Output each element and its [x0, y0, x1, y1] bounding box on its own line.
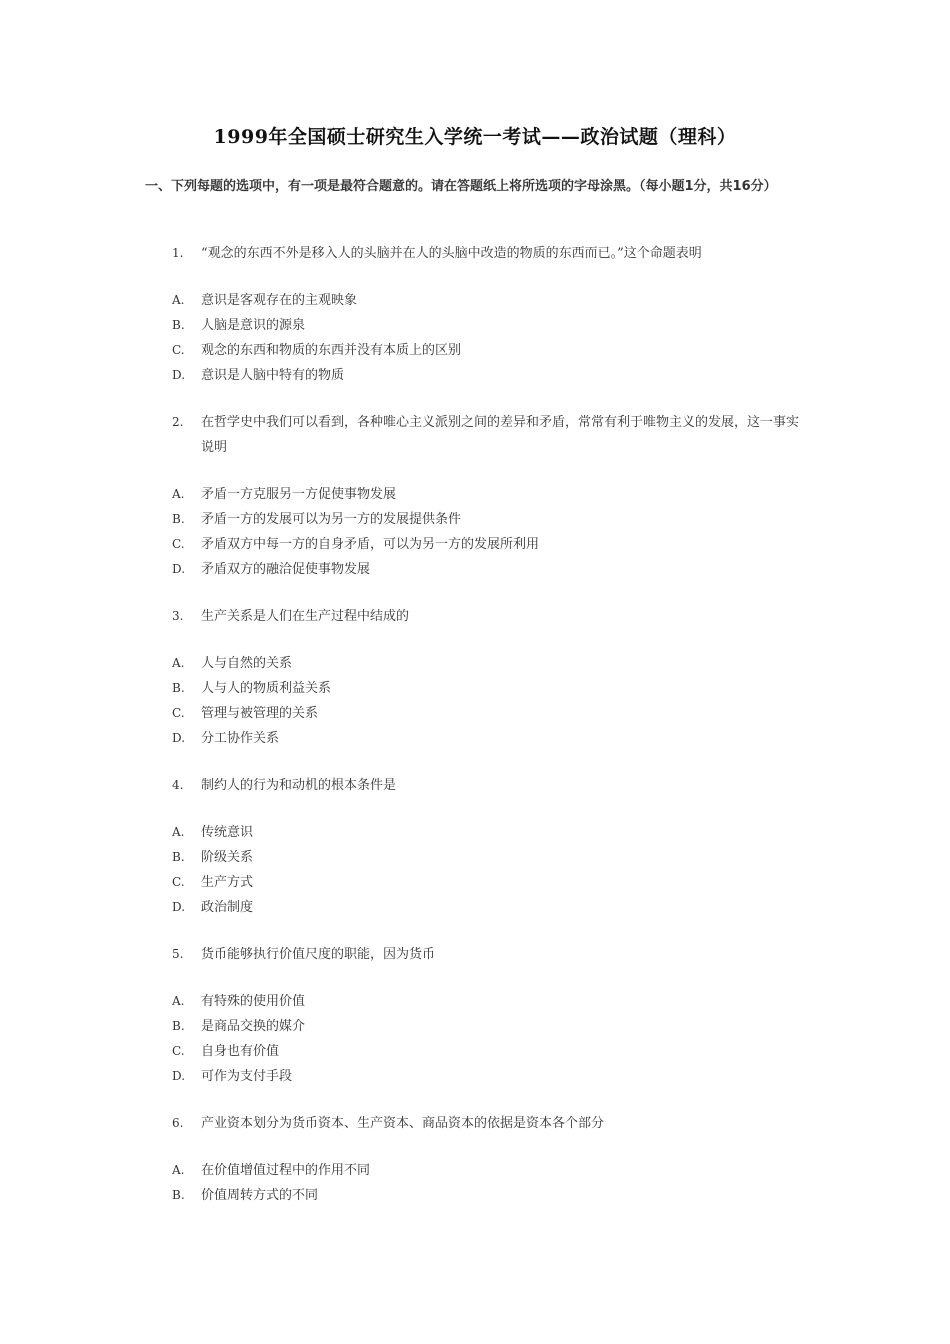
option-letter: C. [172, 1044, 185, 1058]
option-c [0, 338, 950, 363]
option-b [0, 845, 950, 870]
page-title: 1999年全国硕士研究生入学统一考试——政治试题（理科） [213, 126, 737, 148]
option-text: 矛盾一方的发展可以为另一方的发展提供条件 [201, 512, 462, 527]
question-stem [0, 604, 801, 629]
option-text: 有特殊的使用价值 [201, 994, 306, 1009]
question-number: 2. [172, 415, 184, 429]
option-c [0, 701, 950, 726]
option-letter: C. [172, 343, 185, 357]
question-number: 5. [172, 947, 184, 961]
option-letter: A. [172, 293, 185, 307]
question-2 [0, 410, 950, 582]
option-text: 是商品交换的媒介 [201, 1019, 306, 1034]
question-text: 货币能够执行价值尺度的职能，因为货币 [201, 947, 436, 962]
option-c [0, 870, 950, 895]
option-letter: B. [172, 681, 185, 695]
option-text: 观念的东西和物质的东西并没有本质上的区别 [201, 343, 462, 358]
question-text: 生产关系是人们在生产过程中结成的 [201, 609, 410, 624]
option-a [0, 651, 950, 676]
option-b [0, 507, 950, 532]
question-number: 4. [172, 778, 184, 792]
question-stem [0, 1111, 801, 1136]
option-letter: B. [172, 318, 185, 332]
option-letter: B. [172, 1019, 185, 1033]
option-a [0, 1158, 950, 1183]
option-text: 矛盾一方克服另一方促使事物发展 [201, 487, 397, 502]
question-stem [0, 773, 801, 798]
option-a [0, 820, 950, 845]
question-number: 6. [172, 1116, 184, 1130]
option-text: 自身也有价值 [201, 1044, 280, 1059]
option-c [0, 1039, 950, 1064]
question-text: 产业资本划分为货币资本、生产资本、商品资本的依据是资本各个部分 [201, 1116, 605, 1131]
option-letter: D. [172, 900, 186, 914]
option-d [0, 726, 950, 751]
question-5 [0, 942, 950, 1089]
option-d [0, 557, 950, 582]
option-list [0, 1158, 950, 1208]
option-text: 管理与被管理的关系 [201, 706, 319, 721]
question-text: 制约人的行为和动机的根本条件是 [201, 778, 397, 793]
option-text: 生产方式 [201, 875, 254, 890]
question-1 [0, 241, 950, 388]
option-d [0, 895, 950, 920]
option-letter: B. [172, 512, 185, 526]
option-list [0, 651, 950, 751]
option-a [0, 482, 950, 507]
option-text: 价值周转方式的不同 [201, 1188, 319, 1203]
option-text: 人与人的物质利益关系 [201, 681, 332, 696]
option-list [0, 482, 950, 582]
option-letter: D. [172, 368, 186, 382]
option-b [0, 313, 950, 338]
option-b [0, 676, 950, 701]
option-c [0, 532, 950, 557]
question-6 [0, 1111, 950, 1208]
option-list [0, 288, 950, 388]
option-text: 人与自然的关系 [201, 656, 293, 671]
option-list [0, 820, 950, 920]
section-heading: 一、下列每题的选项中，有一项是最符合题意的。请在答题纸上将所选项的字母涂黑。（每小题1分，共16分） [145, 179, 777, 194]
question-stem [0, 241, 801, 266]
option-b [0, 1014, 950, 1039]
option-text: 矛盾双方中每一方的自身矛盾，可以为另一方的发展所利用 [201, 537, 540, 552]
option-text: 分工协作关系 [201, 731, 280, 746]
question-text: “观念的东西不外是移入人的头脑并在人的头脑中改造的物质的东西而已。”这个命题表明 [201, 246, 702, 261]
option-text: 可作为支付手段 [201, 1069, 293, 1084]
option-letter: D. [172, 562, 186, 576]
option-a [0, 989, 950, 1014]
option-text: 人脑是意识的源泉 [201, 318, 306, 333]
option-letter: A. [172, 1163, 185, 1177]
question-number: 3. [172, 609, 184, 623]
option-letter: B. [172, 850, 185, 864]
option-text: 在价值增值过程中的作用不同 [201, 1163, 371, 1178]
question-4 [0, 773, 950, 920]
question-list [0, 241, 950, 1208]
option-b [0, 1183, 950, 1208]
option-letter: D. [172, 731, 186, 745]
option-letter: D. [172, 1069, 186, 1083]
option-letter: A. [172, 994, 185, 1008]
question-number: 1. [172, 246, 184, 260]
option-text: 意识是客观存在的主观映象 [201, 293, 358, 308]
option-text: 阶级关系 [201, 850, 254, 865]
question-3 [0, 604, 950, 751]
option-text: 传统意识 [201, 825, 254, 840]
option-d [0, 363, 950, 388]
option-a [0, 288, 950, 313]
option-letter: C. [172, 875, 185, 889]
option-letter: C. [172, 537, 185, 551]
option-list [0, 989, 950, 1089]
option-text: 政治制度 [201, 900, 254, 915]
option-text: 意识是人脑中特有的物质 [201, 368, 345, 383]
option-letter: A. [172, 825, 185, 839]
option-letter: B. [172, 1188, 185, 1202]
option-letter: C. [172, 706, 185, 720]
option-d [0, 1064, 950, 1089]
question-text: 在哲学史中我们可以看到，各种唯心主义派别之间的差异和矛盾，常常有利于唯物主义的发展，这一事实说明 [201, 415, 800, 455]
option-letter: A. [172, 656, 185, 670]
option-letter: A. [172, 487, 185, 501]
question-stem [0, 942, 801, 967]
option-text: 矛盾双方的融洽促使事物发展 [201, 562, 371, 577]
question-stem [0, 410, 801, 460]
